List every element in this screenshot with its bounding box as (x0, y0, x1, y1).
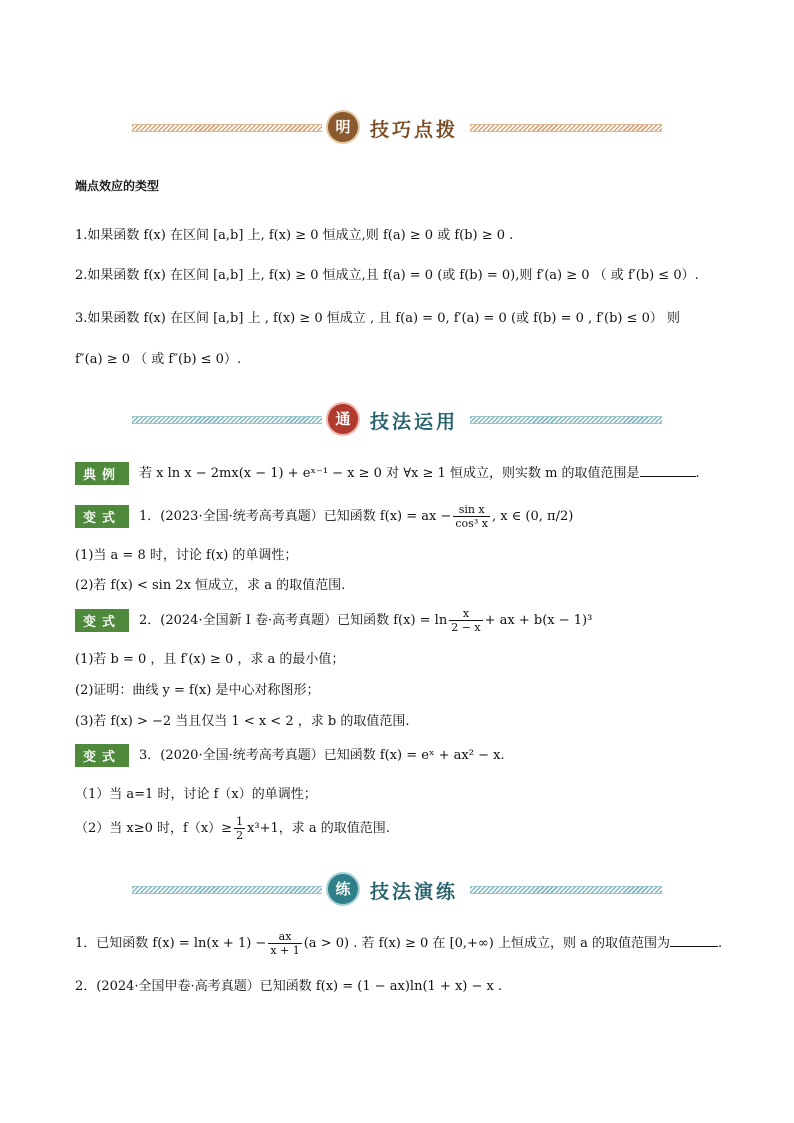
answer-blank (640, 464, 696, 477)
variant-3-q2: （2）当 x≥0 时，f（x）≥ $\frac{1}{2}$ x³+1，求 a 的取值范围. (75, 815, 390, 842)
section-banner-practice (132, 873, 662, 907)
tips-item-3: 3.如果函数 f(x) 在区间 [a,b] 上 , f(x) ≥ 0 恒成立 , 且 f(a) = 0, f′(a) = 0 (或 f(b) = 0 , f′(b) ≤ 0） 则 (75, 311, 681, 326)
variant-1-q1: (1)当 a = 8 时，讨论 f(x) 的单调性； (75, 548, 298, 563)
section-icon-badge: 练 (328, 874, 358, 904)
variant-tag: 变式 (75, 505, 129, 528)
practice-1: 1．已知函数 f(x) = ln(x + 1) − $\frac{ax}{x + 1}$ (a > 0) . 若 f(x) ≥ 0 在 [0,+∞) 上恒成立，则 a 的取值范围为 . (75, 930, 723, 957)
banner-stripe-left (132, 416, 322, 424)
variant-3-head: 3．(2020·全国·统考高考真题）已知函数 f(x) = eˣ + ax² − x. (139, 748, 505, 763)
practice-2: 2．(2024·全国甲卷·高考真题）已知函数 f(x) = (1 − ax)ln(1 + x) − x . (75, 979, 503, 994)
variant-2-q3: (3)若 f(x) > −2 当且仅当 1 < x < 2 ，求 b 的取值范围. (75, 714, 410, 729)
tips-item-3-cont: f″(a) ≥ 0 （ 或 f″(b) ≤ 0）. (75, 352, 242, 367)
example-problem: 典例 若 x ln x − 2mx(x − 1) + eˣ⁻¹ − x ≥ 0 对 ∀x ≥ 1 恒成立，则实数 m 的取值范围是 . (75, 462, 700, 485)
section-title: 技巧点拨 (370, 119, 459, 141)
fraction: $\frac{ax}{x + 1}$ (270, 930, 300, 957)
section-banner-application (132, 403, 662, 437)
banner-stripe-left (132, 124, 322, 132)
tips-heading: 端点效应的类型 (75, 179, 160, 193)
example-text: 若 x ln x − 2mx(x − 1) + eˣ⁻¹ − x ≥ 0 对 ∀x ≥ 1 恒成立，则实数 m 的取值范围是 (139, 466, 640, 481)
section-title: 技法演练 (370, 881, 459, 903)
fraction: $\frac{1}{2}$ (236, 815, 244, 842)
variant-tag: 变式 (75, 609, 129, 632)
section-icon-badge: 通 (328, 404, 358, 434)
variant-1-problem (75, 503, 573, 530)
answer-blank (670, 934, 718, 947)
tips-item-2: 2.如果函数 f(x) 在区间 [a,b] 上, f(x) ≥ 0 恒成立,且 f(a) = 0 (或 f(b) = 0),则 f′(a) ≥ 0 （ 或 f′(b) ≤ 0）. (75, 268, 699, 283)
section-banner-tips (132, 111, 662, 145)
variant-3-problem (75, 744, 505, 767)
variant-2-q1: (1)若 b = 0 ，且 f′(x) ≥ 0 ，求 a 的最小值； (75, 652, 345, 667)
banner-stripe-right (470, 416, 662, 424)
fraction: $\frac{x}{2 - x}$ (451, 607, 481, 634)
variant-1-head: 1．(2023·全国·统考高考真题）已知函数 f(x) = ax − (139, 509, 452, 524)
banner-stripe-right (470, 886, 662, 894)
banner-stripe-left (132, 886, 322, 894)
section-icon-badge: 明 (328, 112, 358, 142)
variant-2-head: 2．(2024·全国新 I 卷·高考真题）已知函数 f(x) = ln (139, 613, 448, 628)
variant-2-problem (75, 607, 592, 634)
section-title: 技法运用 (370, 411, 459, 433)
variant-3-q1: （1）当 a=1 时，讨论 f（x）的单调性； (75, 787, 317, 802)
variant-1-q2: (2)若 f(x) < sin 2x 恒成立，求 a 的取值范围. (75, 578, 346, 593)
example-tag: 典例 (75, 462, 129, 485)
variant-2-q2: (2)证明：曲线 y = f(x) 是中心对称图形； (75, 683, 320, 698)
variant-1-tail: , x ∈ (0, π/2) (491, 509, 574, 524)
variant-2-tail: + ax + b(x − 1)³ (484, 613, 593, 628)
banner-stripe-right (470, 124, 662, 132)
fraction: $\frac{\text{sin x}}{\text{cos³ x}}$ (455, 503, 488, 530)
variant-tag: 变式 (75, 744, 129, 767)
tips-item-1: 1.如果函数 f(x) 在区间 [a,b] 上, f(x) ≥ 0 恒成立,则 f(a) ≥ 0 或 f(b) ≥ 0 . (75, 228, 514, 243)
